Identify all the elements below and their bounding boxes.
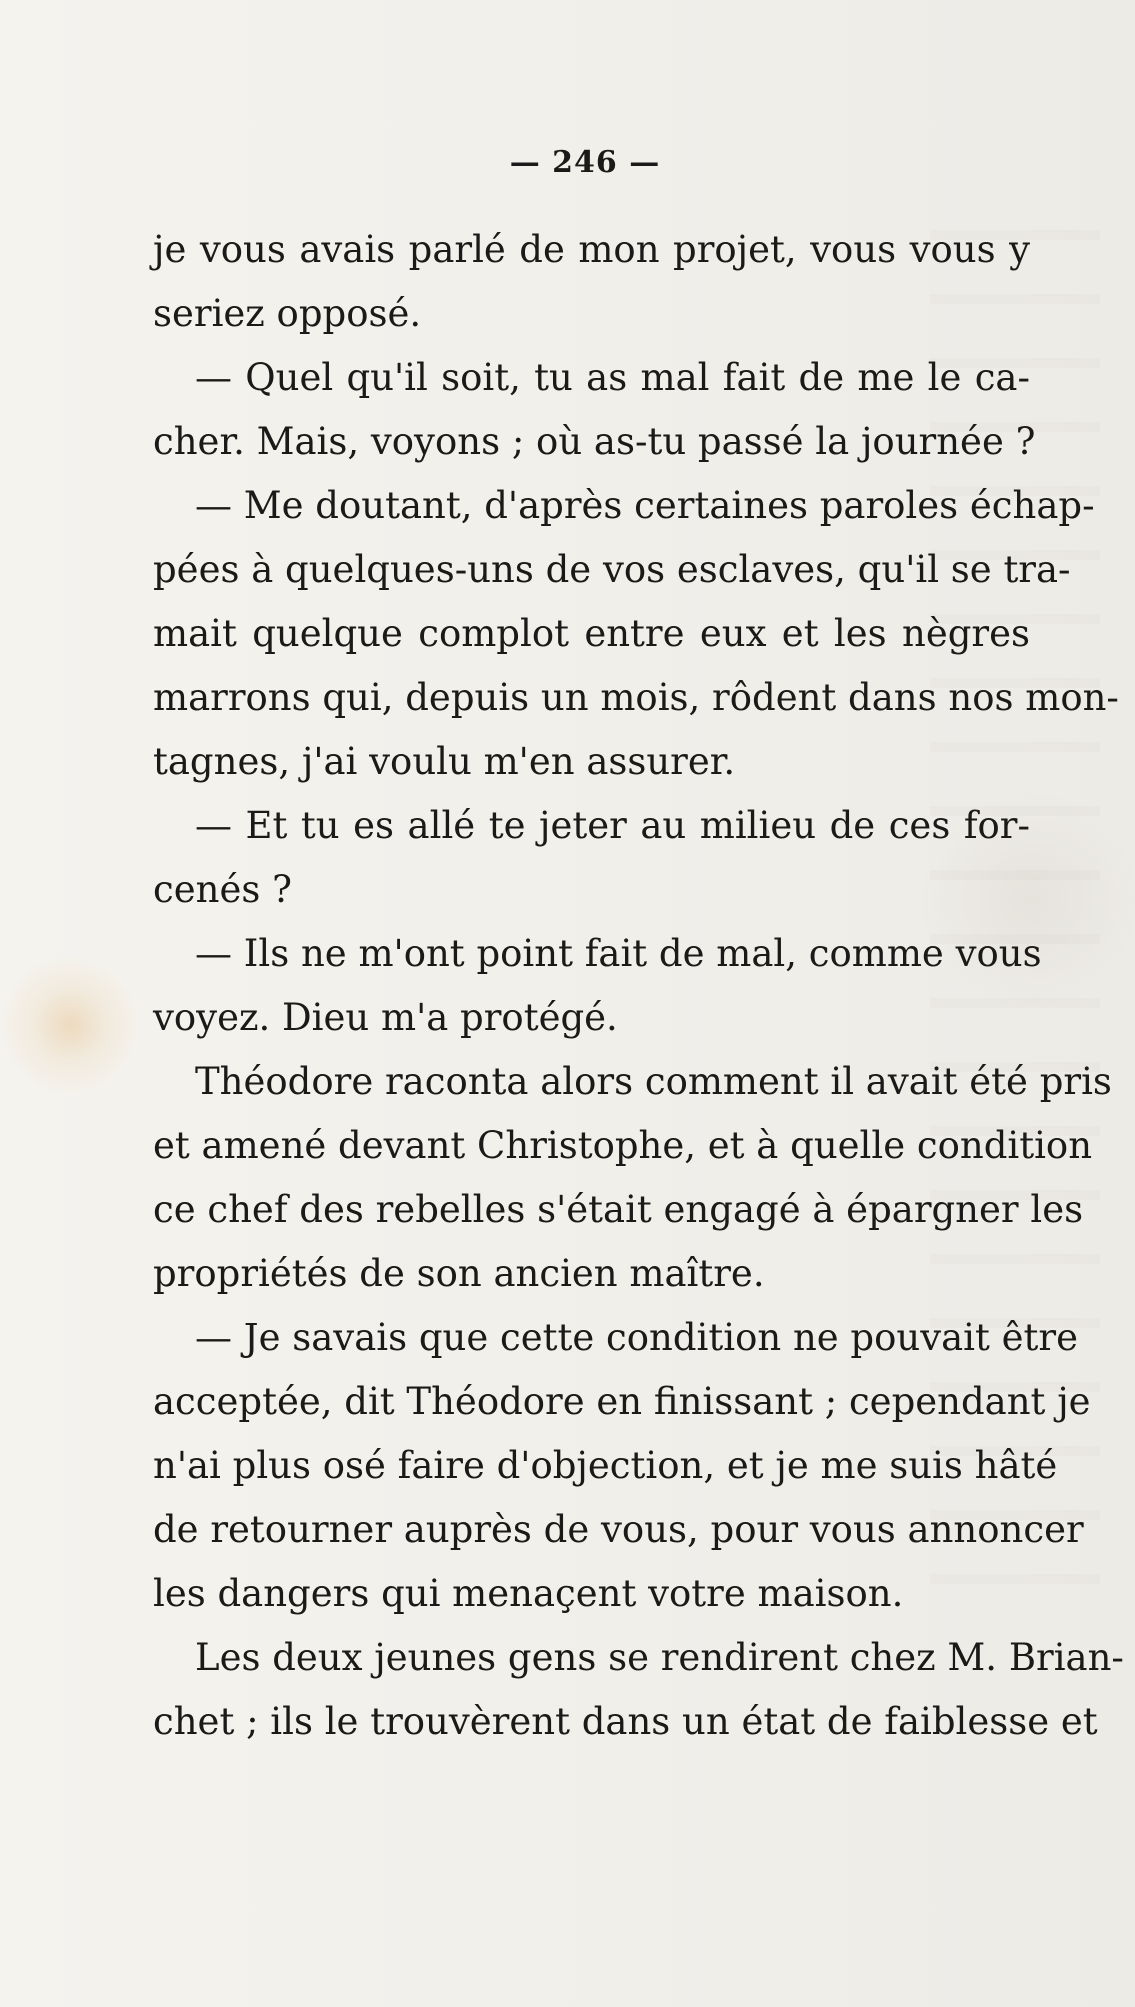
text-line-16: ce chef des rebelles s'était engagé à épargner les	[153, 1188, 1084, 1231]
text-line-2: seriez opposé.	[153, 292, 422, 335]
text-line-14: Théodore raconta alors comment il avait été pris	[195, 1060, 1112, 1103]
text-line-5: — Me doutant, d'après certaines paroles échap-	[195, 484, 1095, 527]
main-text	[153, 218, 1124, 1754]
text-line-10: — Et tu es allé te jeter au milieu de ces for-	[195, 804, 1030, 847]
text-line-6: pées à quelques-uns de vos esclaves, qu'il se tra-	[153, 548, 1071, 591]
text-line-9: tagnes, j'ai voulu m'en assurer.	[153, 740, 736, 783]
text-line-18: — Je savais que cette condition ne pouvait être	[195, 1316, 1078, 1359]
text-line-20: n'ai plus osé faire d'objection, et je me suis hâté	[153, 1444, 1058, 1487]
text-line-7: mait quelque complot entre eux et les nègres	[153, 612, 1030, 655]
text-line-8: marrons qui, depuis un mois, rôdent dans nos mon-	[153, 676, 1119, 719]
text-line-12: — Ils ne m'ont point fait de mal, comme vous	[195, 932, 1042, 975]
text-line-21: de retourner auprès de vous, pour vous annoncer	[153, 1508, 1084, 1551]
text-line-15: et amené devant Christophe, et à quelle condition	[153, 1124, 1093, 1167]
text-line-17: propriétés de son ancien maître.	[153, 1252, 765, 1295]
text-line-4: cher. Mais, voyons ; où as-tu passé la journée ?	[153, 420, 1036, 463]
text-line-24: chet ; ils le trouvèrent dans un état de faiblesse et	[153, 1700, 1098, 1743]
text-line-19: acceptée, dit Théodore en finissant ; cependant je	[153, 1380, 1091, 1423]
text-line-3: — Quel qu'il soit, tu as mal fait de me le ca-	[195, 356, 1030, 399]
text-line-23: Les deux jeunes gens se rendirent chez M. Brian-	[195, 1636, 1124, 1679]
text-line-1: je vous avais parlé de mon projet, vous vous y	[153, 228, 1030, 271]
text-line-13: voyez. Dieu m'a protégé.	[153, 996, 618, 1039]
text-line-11: cenés ?	[153, 868, 292, 911]
text-line-22: les dangers qui menaçent votre maison.	[153, 1572, 904, 1615]
page-number: — 246 —	[509, 145, 661, 180]
